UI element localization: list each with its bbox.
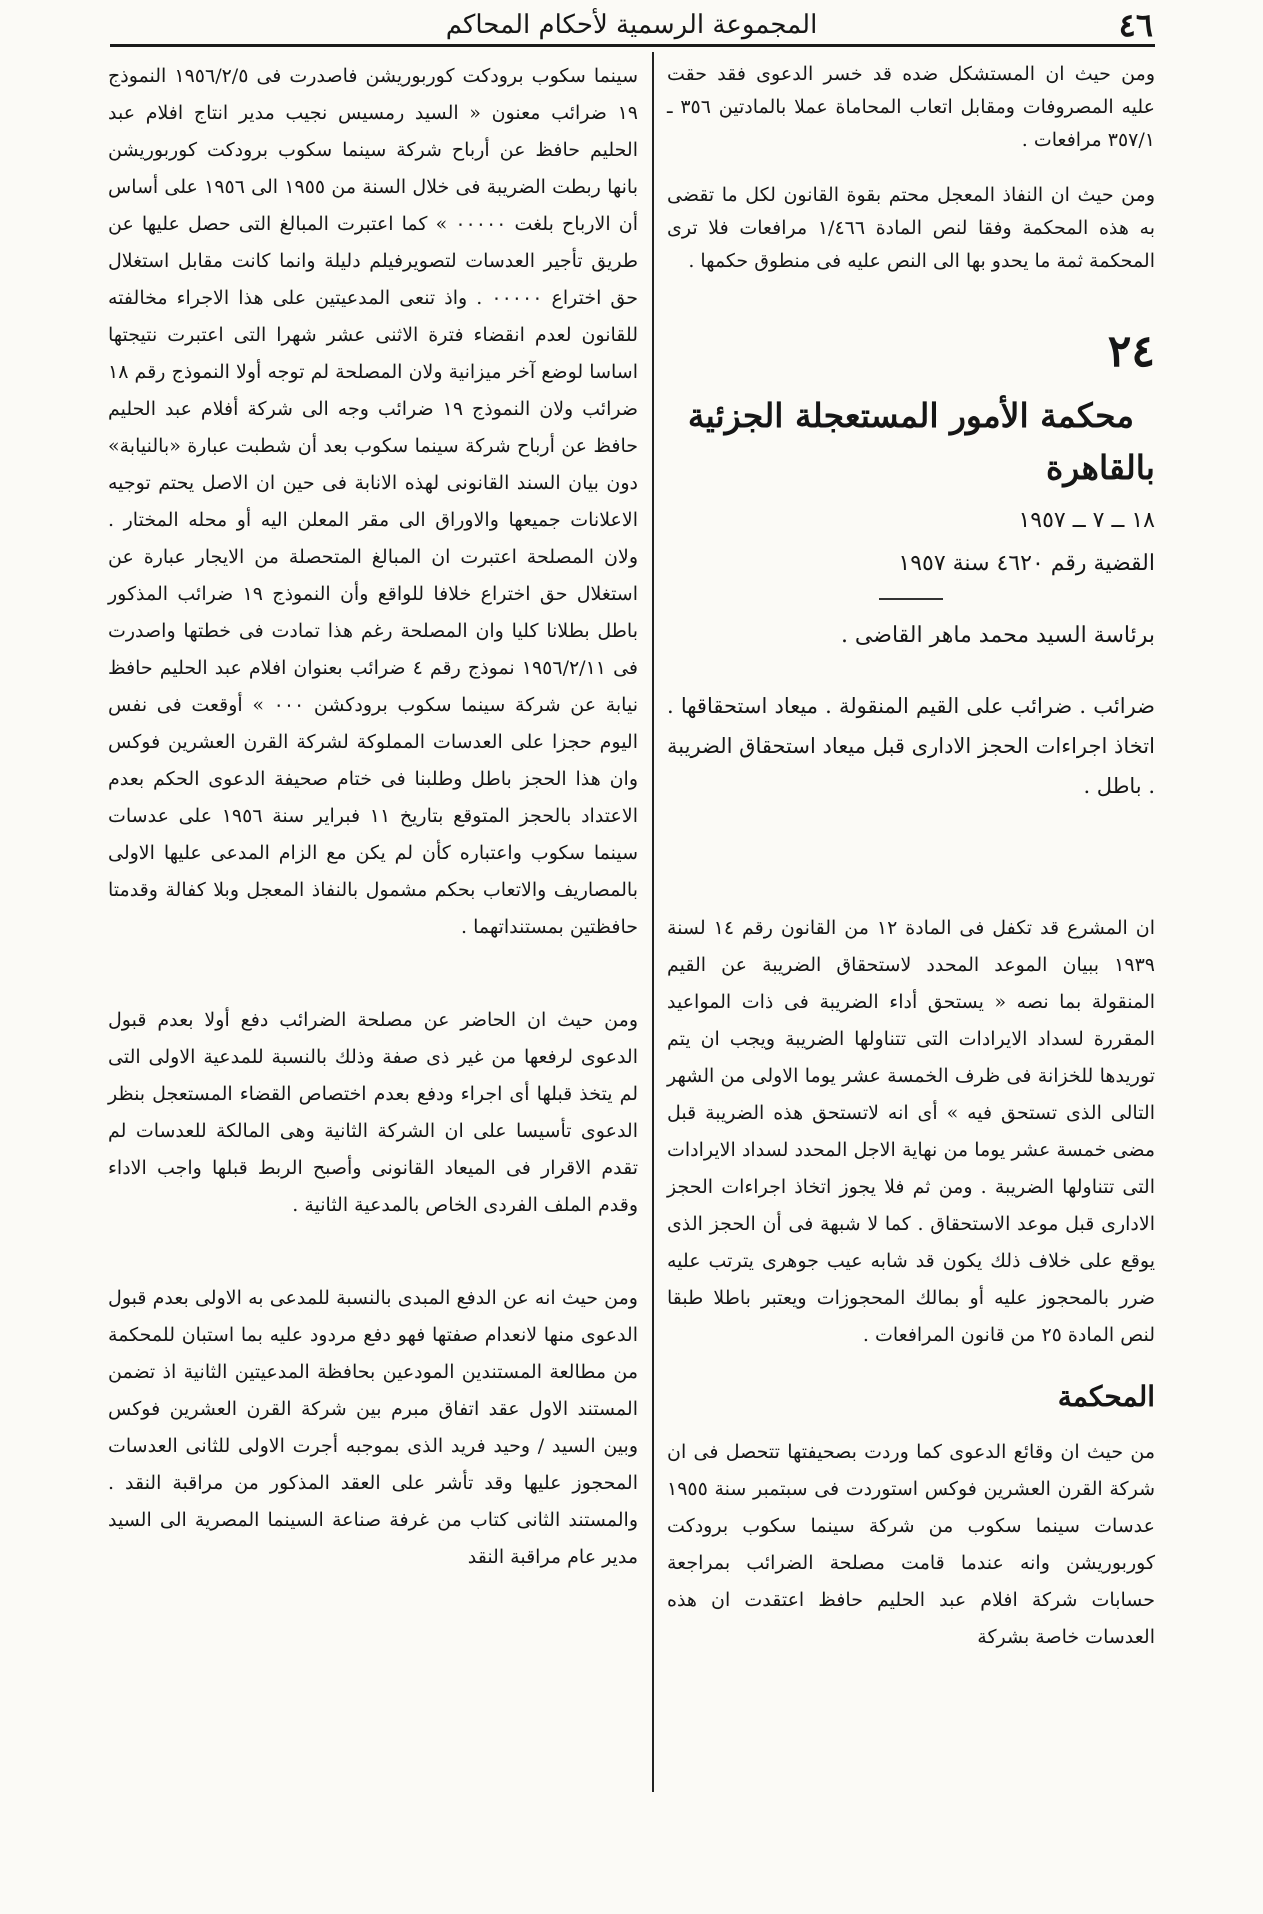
- page-number: ٤٦: [1118, 6, 1153, 44]
- presiding-judge: برئاسة السيد محمد ماهر القاضى .: [840, 623, 1155, 648]
- court-section-heading: المحكمة: [1057, 1380, 1155, 1413]
- paragraph-tax-assessment: سينما سكوب برودكت كوربوريشن فاصدرت فى ١٩٥٦/٢/٥ النموذج ١٩ ضرائب معنون « السيد رمسيس نجيب مدير انتاج افلام عبد الحليم حافظ عن أرباح شركة سينما سكوب برودكت كوربوريشن بانها ربطت الضريبة فى خلال السنة من ١٩٥٥ الى ١٩٥٦ على أساس أن الارباح بلغت ٠٠٠٠٠ » كما اعتبرت المبالغ التى حصل عليها عن طريق تأجير العدسات لتصويرفيلم دليلة وانما كانت مقابل استغلال حق اختراع ٠٠٠٠٠ . واذ تنعى المدعيتين على هذا الاجراء مخالفته للقانون لعدم انقضاء فترة الاثنى عشر شهرا التى اعتبرت نتيجتها اساسا لوضع آخر ميزانية ولان المصلحة لم توجه أولا النموذج رقم ١٨ ضرائب ولان النموذج ١٩ ضرائب وجه الى شركة أفلام عبد الحليم حافظ عن أرباح شركة سينما سكوب بعد أن شطبت عبارة «بالنيابة» دون بيان السند القانونى لهذه الانابة فى حين ان الاصل يحتم توجيه الاعلانات جميعها والاوراق الى مقر المعلن اليه أو محله المختار . ولان المصلحة اعتبرت ان المبالغ المتحصلة من الايجار عبارة عن استغلال حق اختراع خلافا للواقع وأن النموذج ١٩ ضرائب المذكور باطل بطلانا كليا وان المصلحة رغم هذا تمادت فى خطتها واصدرت فى ١٩٥٦/٢/١١ نموذج رقم ٤ ضرائب بعنوان افلام عبد الحليم حافظ نيابة عن شركة سينما سكوب برودكشن ٠٠٠ » أوقعت فى نفس اليوم حجزا على العدسات المملوكة لشركة القرن العشرين فوكس وان هذا الحجز باطل وطلبنا فى ختام صحيفة الدعوى الحكم بعدم الاعتداد بالحجز المتوقع بتاريخ ١١ فبراير سنة ١٩٥٦ على عدسات سينما سكوب واعتباره كأن لم يكن مع الزام المدعى عليها الاولى بالمصاريف والاتعاب بحكم مشمول بالنفاذ المعجل وبلا كفالة وقدمتا حافظتين بمستنداتهما .: [108, 65, 639, 938]
- paragraph-expenses: ومن حيث ان المستشكل ضده قد خسر الدعوى فقد حقت عليه المصروفات ومقابل اتعاب المحاماة عملا بالمادتين ٣٥٦ ـ ٣٥٧/١ مرافعات .: [667, 63, 1155, 151]
- page-header: [110, 4, 1153, 44]
- journal-title: المجموعة الرسمية لأحكام المحاكم: [445, 10, 818, 40]
- court-name: محكمة الأمور المستعجلة الجزئية بالقاهرة: [687, 396, 1155, 487]
- column-divider: [652, 52, 654, 1792]
- paragraph-gap: [108, 968, 638, 1002]
- separator-rule: [879, 598, 943, 600]
- paragraph-gap: [108, 1246, 638, 1280]
- header-rule: [110, 44, 1155, 47]
- case-reference: القضية رقم ٤٦٢٠ سنة ١٩٥٧: [898, 551, 1155, 576]
- case-number: ٢٤: [1107, 326, 1155, 377]
- right-column: [667, 58, 1155, 1656]
- decision-date: ١٨ ــ ٧ ــ ١٩٥٧: [1018, 508, 1155, 533]
- case-facts: من حيث ان وقائع الدعوى كما وردت بصحيفتها تتحصل فى ان شركة القرن العشرين فوكس استوردت فى سبتمبر سنة ١٩٥٥ عدسات سينما سكوب من شركة سينما سكوب برودكت كوربوريشن وانه عندما قامت مصلحة الضرائب بمراجعة حسابات شركة افلام عبد الحليم حافظ اعتقدت ان هذه العدسات خاصة بشركة: [667, 1441, 1155, 1648]
- paragraph-standing: ومن حيث انه عن الدفع المبدى بالنسبة للمدعى به الاولى بعدم قبول الدعوى منها لانعدام صفتها فهو دفع مردود عليه بما استبان للمحكمة من مطالعة المستندين المودعين بحافظة المدعيتين الثانية اذ تضمن المستند الاول عقد اتفاق مبرم بين شركة القرن العشرين فوكس وبين السيد / وحيد فريد الذى بموجبه أجرت الاولى للثانى العدسات المحجوز عليها وقد تأشر على العقد المذكور من مراقبة النقد . والمستند الثانى كتاب من غرفة صناعة السينما المصرية الى السيد مدير عام مراقبة النقد: [108, 1287, 638, 1568]
- legal-principle: ان المشرع قد تكفل فى المادة ١٢ من القانون رقم ١٤ لسنة ١٩٣٩ ببيان الموعد المحدد لاستحقاق الضريبة عن القيم المنقولة بما نصه « يستحق أداء الضريبة فى ذات المواعيد المقررة لسداد الايرادات التى تتناولها الضريبة ويجب ان يتم توريدها للخزانة فى ظرف الخمسة عشر يوما الاولى من الشهر التالى الذى تستحق فيه » أى انه لاتستحق هذه الضريبة قبل مضى خمسة عشر يوما من نهاية الاجل المحدد لسداد الايرادات التى تتناولها الضريبة . ومن ثم فلا يجوز اتخاذ اجراءات الحجز الادارى قبل موعد الاستحقاق . كما لا شبهة فى أن الحجز الذى يوقع على خلاف ذلك يكون قد شابه عيب جوهرى يترتب عليه ضرر بالمحجوز عليه أو بمالك المحجوزات ويعتبر باطلا طبقا لنص المادة ٢٥ من قانون المرافعات .: [667, 917, 1156, 1346]
- paragraph-tax-defense: ومن حيث ان الحاضر عن مصلحة الضرائب دفع أولا بعدم قبول الدعوى لرفعها من غير ذى صفة وذلك بالنسبة للمدعية الاولى التى لم يتخذ قبلها أى اجراء ودفع بعدم اختصاص القضاء المستعجل بنظر الدعوى تأسيسا على ان الشركة الثانية وهى المالكة للعدسات لم تقدم الاقرار فى الميعاد القانونى وأصبح الربط قبلها واجب الاداء وقدم الملف الفردى الخاص بالمدعية الثانية .: [108, 1009, 638, 1216]
- headnote: ضرائب . ضرائب على القيم المنقولة . ميعاد استحقاقها . اتخاذ اجراءات الحجز الادارى قبل ميعاد استحقاق الضريبة . باطل .: [667, 694, 1155, 798]
- paragraph-execution: ومن حيث ان النفاذ المعجل محتم بقوة القانون لكل ما تقضى به هذه المحكمة وفقا لنص المادة ١/٤٦٦ مرافعات فلا ترى المحكمة ثمة ما يحدو بها الى النص عليه فى منطوق حكمها .: [667, 184, 1156, 272]
- left-column: [108, 58, 638, 1598]
